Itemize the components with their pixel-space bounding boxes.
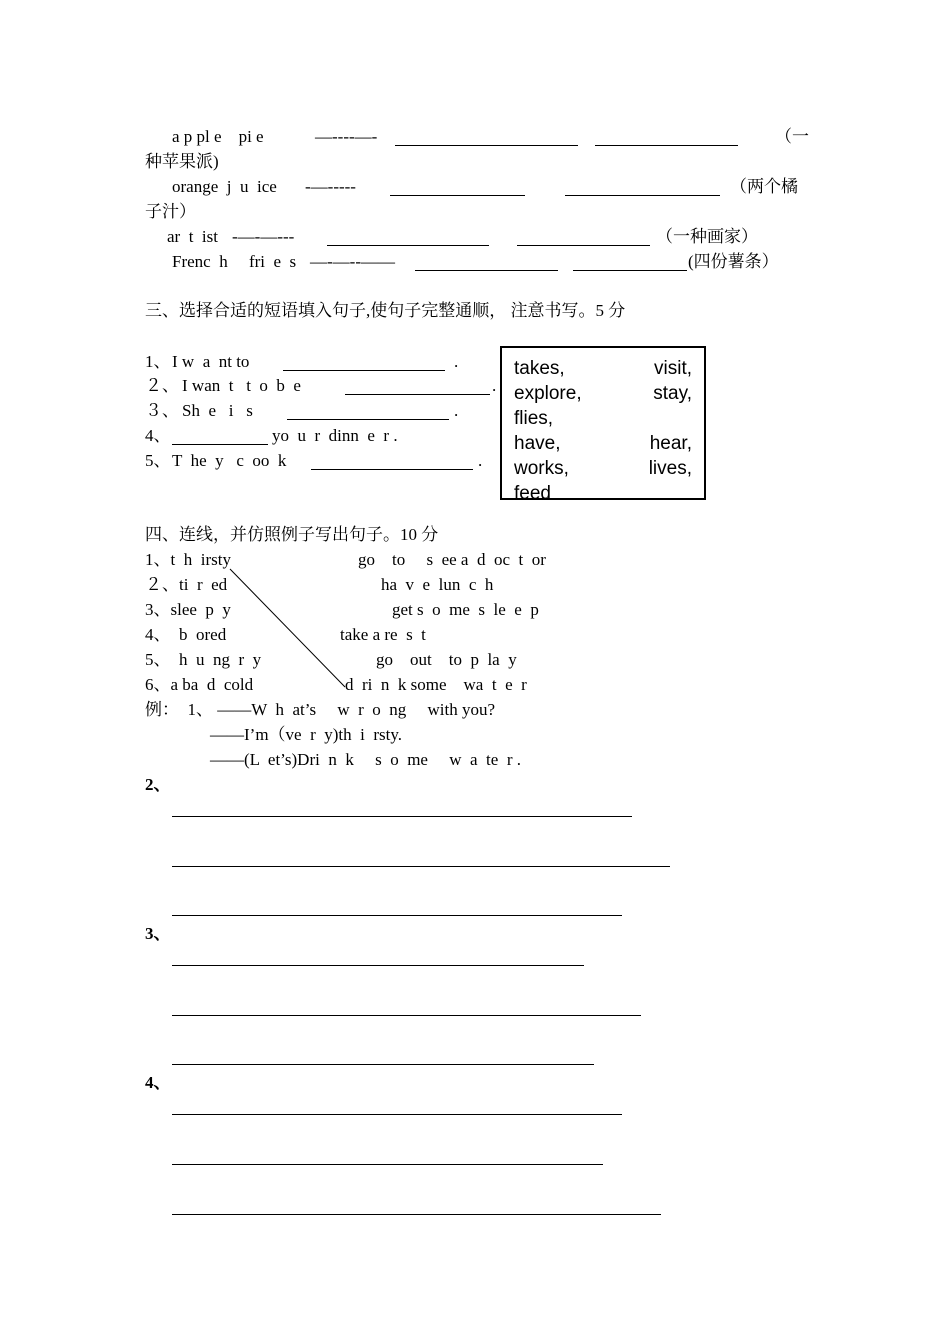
sentence-number: ２、 bbox=[145, 376, 179, 395]
sentence-number: 4、 bbox=[145, 426, 171, 445]
food-word: orange j u ice bbox=[172, 177, 277, 196]
example-line-3: ——(L et’s)Dri n k s o me w a te r . bbox=[210, 750, 521, 769]
food-hint-continued: 种苹果派) bbox=[145, 152, 219, 171]
word-option: flies, bbox=[514, 408, 554, 429]
example-line-2: ——I’m（ve r y)th i rsty. bbox=[210, 725, 403, 744]
food-word: a p pl e pi e bbox=[172, 127, 264, 146]
sentence-number: 5、 bbox=[145, 451, 171, 470]
food-dashes: -—----- bbox=[305, 177, 356, 196]
answer-line[interactable] bbox=[172, 1164, 603, 1165]
answer-line[interactable] bbox=[172, 965, 584, 966]
section-4-heading: 四、连线，并仿照例子写出句子。10 分 bbox=[145, 525, 439, 544]
match-left-item[interactable]: 1、t h irsty bbox=[145, 550, 231, 569]
match-left-item[interactable]: 3、slee p y bbox=[145, 600, 231, 619]
word-option: visit, bbox=[654, 358, 692, 379]
sentence-text: Sh e i s bbox=[182, 401, 253, 420]
match-right-item[interactable]: take a re s t bbox=[340, 625, 426, 644]
food-dashes: -—-—--- bbox=[232, 227, 295, 246]
example-line-1: 例： 1、 ——W h at’s w r o ng with you? bbox=[145, 700, 496, 719]
match-left-item[interactable]: ２、ti r ed bbox=[145, 575, 228, 594]
section-3-heading: 三、选择合适的短语填入句子,使句子完整通顺， 注意书写。5 分 bbox=[145, 301, 626, 320]
sentence-text: I wan t t o b e bbox=[182, 376, 301, 395]
word-option: lives, bbox=[648, 458, 692, 479]
sentence-number: 1、 bbox=[145, 352, 171, 371]
match-left-item[interactable]: 4、 b ored bbox=[145, 625, 227, 644]
answer-label-2: 2、 bbox=[145, 775, 171, 794]
answer-line[interactable] bbox=[172, 816, 632, 817]
answer-line[interactable] bbox=[172, 1214, 661, 1215]
sentence-end: . bbox=[492, 376, 497, 395]
answer-line[interactable] bbox=[172, 915, 622, 916]
word-option: stay, bbox=[653, 383, 692, 404]
answer-label-4: 4、 bbox=[145, 1073, 171, 1092]
sentence-number: ３、 bbox=[145, 401, 179, 420]
food-hint: （一种画家） bbox=[656, 227, 758, 246]
match-right-item[interactable]: get s o me s le e p bbox=[392, 600, 539, 619]
word-option: have, bbox=[514, 433, 561, 454]
word-option: takes, bbox=[514, 358, 565, 379]
sentence-text: I w a nt to bbox=[172, 352, 250, 371]
match-right-item[interactable]: go out to p la y bbox=[376, 650, 517, 669]
match-right-item[interactable]: ha v e lun c h bbox=[381, 575, 494, 594]
word-option: hear, bbox=[649, 433, 692, 454]
sentence-text: yo u r dinn e r . bbox=[272, 426, 398, 445]
match-right-item[interactable]: go to s ee a d oc t or bbox=[358, 550, 546, 569]
match-right-item[interactable]: d ri n k some wa t e r bbox=[345, 675, 527, 694]
answer-label-3: 3、 bbox=[145, 924, 171, 943]
answer-line[interactable] bbox=[172, 1015, 641, 1016]
sentence-end: . bbox=[454, 352, 459, 371]
sentence-end: . bbox=[454, 401, 459, 420]
food-hint: （两个橘 bbox=[730, 177, 798, 196]
word-option: works, bbox=[514, 458, 569, 479]
sentence-end: . bbox=[478, 451, 483, 470]
food-hint-continued: 子汁） bbox=[145, 202, 196, 221]
answer-line[interactable] bbox=[172, 1114, 622, 1115]
food-hint: （一 bbox=[775, 127, 809, 146]
food-dashes: —----—- bbox=[315, 127, 378, 146]
food-word: Frenc h fri e s bbox=[172, 252, 297, 271]
food-word: ar t ist bbox=[167, 227, 218, 246]
food-dashes: —-—--—— bbox=[310, 252, 395, 271]
sentence-text: T he y c oo k bbox=[172, 451, 287, 470]
answer-line[interactable] bbox=[172, 866, 670, 867]
food-hint: (四份薯条） bbox=[688, 252, 779, 271]
match-left-item[interactable]: 6、a ba d cold bbox=[145, 675, 254, 694]
word-option: explore, bbox=[514, 383, 582, 404]
word-option: feed bbox=[514, 483, 551, 500]
answer-line[interactable] bbox=[172, 1064, 594, 1065]
match-left-item[interactable]: 5、 h u ng r y bbox=[145, 650, 262, 669]
